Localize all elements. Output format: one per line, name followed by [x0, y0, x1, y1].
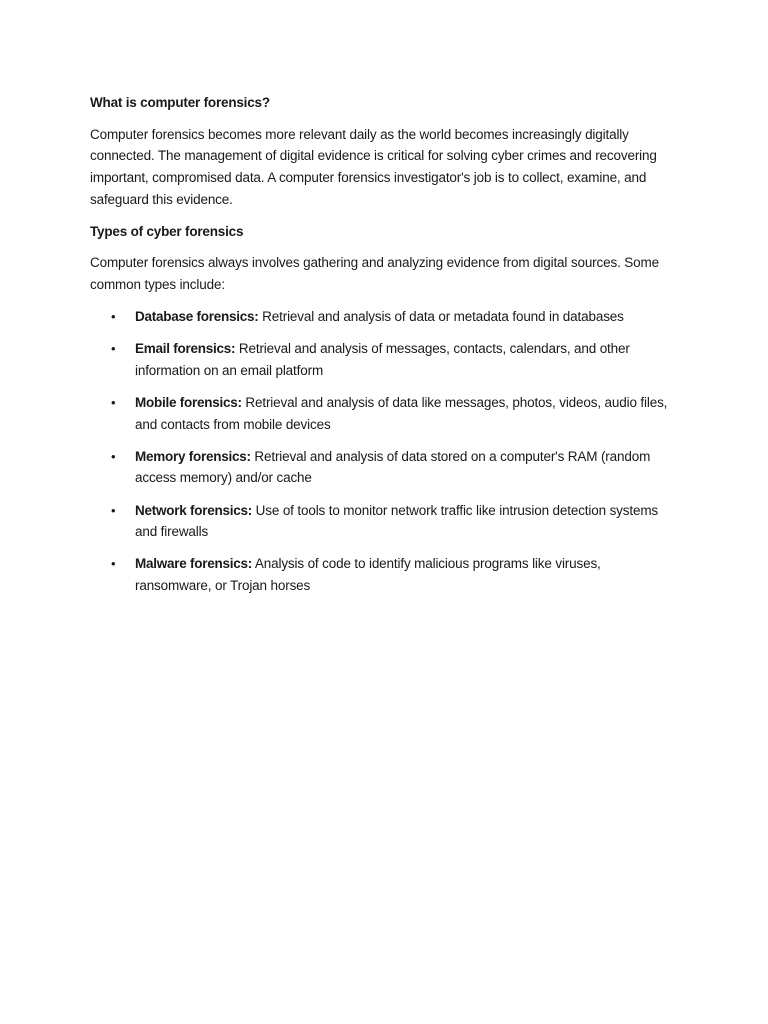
- bullet-icon: •: [111, 394, 116, 410]
- list-item-email-forensics: [90, 338, 680, 382]
- bullet-icon: •: [111, 308, 116, 324]
- intro-paragraph: Computer forensics becomes more relevant daily as the world becomes increasingly digitally connected. The management of digital evidence is critical for solving cyber crimes and recovering important, compromised data. A computer forensics investigator's job is to collect, examine, and safeguard this evidence.: [90, 126, 657, 207]
- list-item-term: Memory forensics:: [135, 448, 251, 464]
- list-item-description: Retrieval and analysis of data stored on a computer's RAM (random access memory) and/or cache: [135, 448, 651, 486]
- list-item-description: Retrieval and analysis of data like messages, photos, videos, audio files, and contacts from mobile devices: [135, 394, 668, 432]
- section-heading-computer-forensics: What is computer forensics?: [90, 95, 270, 110]
- bullet-icon: •: [111, 448, 116, 464]
- list-item-network-forensics: [90, 500, 680, 544]
- list-item-mobile-forensics: [90, 392, 680, 436]
- bullet-icon: •: [111, 502, 116, 518]
- list-item-term: Network forensics:: [135, 502, 253, 518]
- list-item-memory-forensics: [90, 446, 680, 490]
- types-intro-paragraph: Computer forensics always involves gathering and analyzing evidence from digital sources. Some common types include:: [90, 255, 659, 292]
- list-item-description: Retrieval and analysis of messages, contacts, calendars, and other information on an email platform: [135, 340, 630, 378]
- list-item-term: Mobile forensics:: [135, 394, 242, 410]
- list-item-description: Use of tools to monitor network traffic like intrusion detection systems and firewalls: [135, 502, 659, 540]
- list-item-term: Database forensics:: [135, 308, 259, 324]
- list-item-malware-forensics: [90, 553, 680, 597]
- list-item-description: Retrieval and analysis of data or metadata found in databases: [262, 308, 624, 324]
- list-item-term: Malware forensics:: [135, 556, 253, 572]
- bullet-icon: •: [111, 556, 116, 572]
- list-item-term: Email forensics:: [135, 340, 236, 356]
- document-body: [90, 92, 680, 607]
- list-item-database-forensics: [90, 306, 680, 328]
- list-item-description: Analysis of code to identify malicious programs like viruses, ransomware, or Trojan horses: [135, 556, 601, 594]
- forensics-types-list: [90, 306, 680, 597]
- bullet-icon: •: [111, 340, 116, 356]
- section-heading-types: Types of cyber forensics: [90, 223, 244, 239]
